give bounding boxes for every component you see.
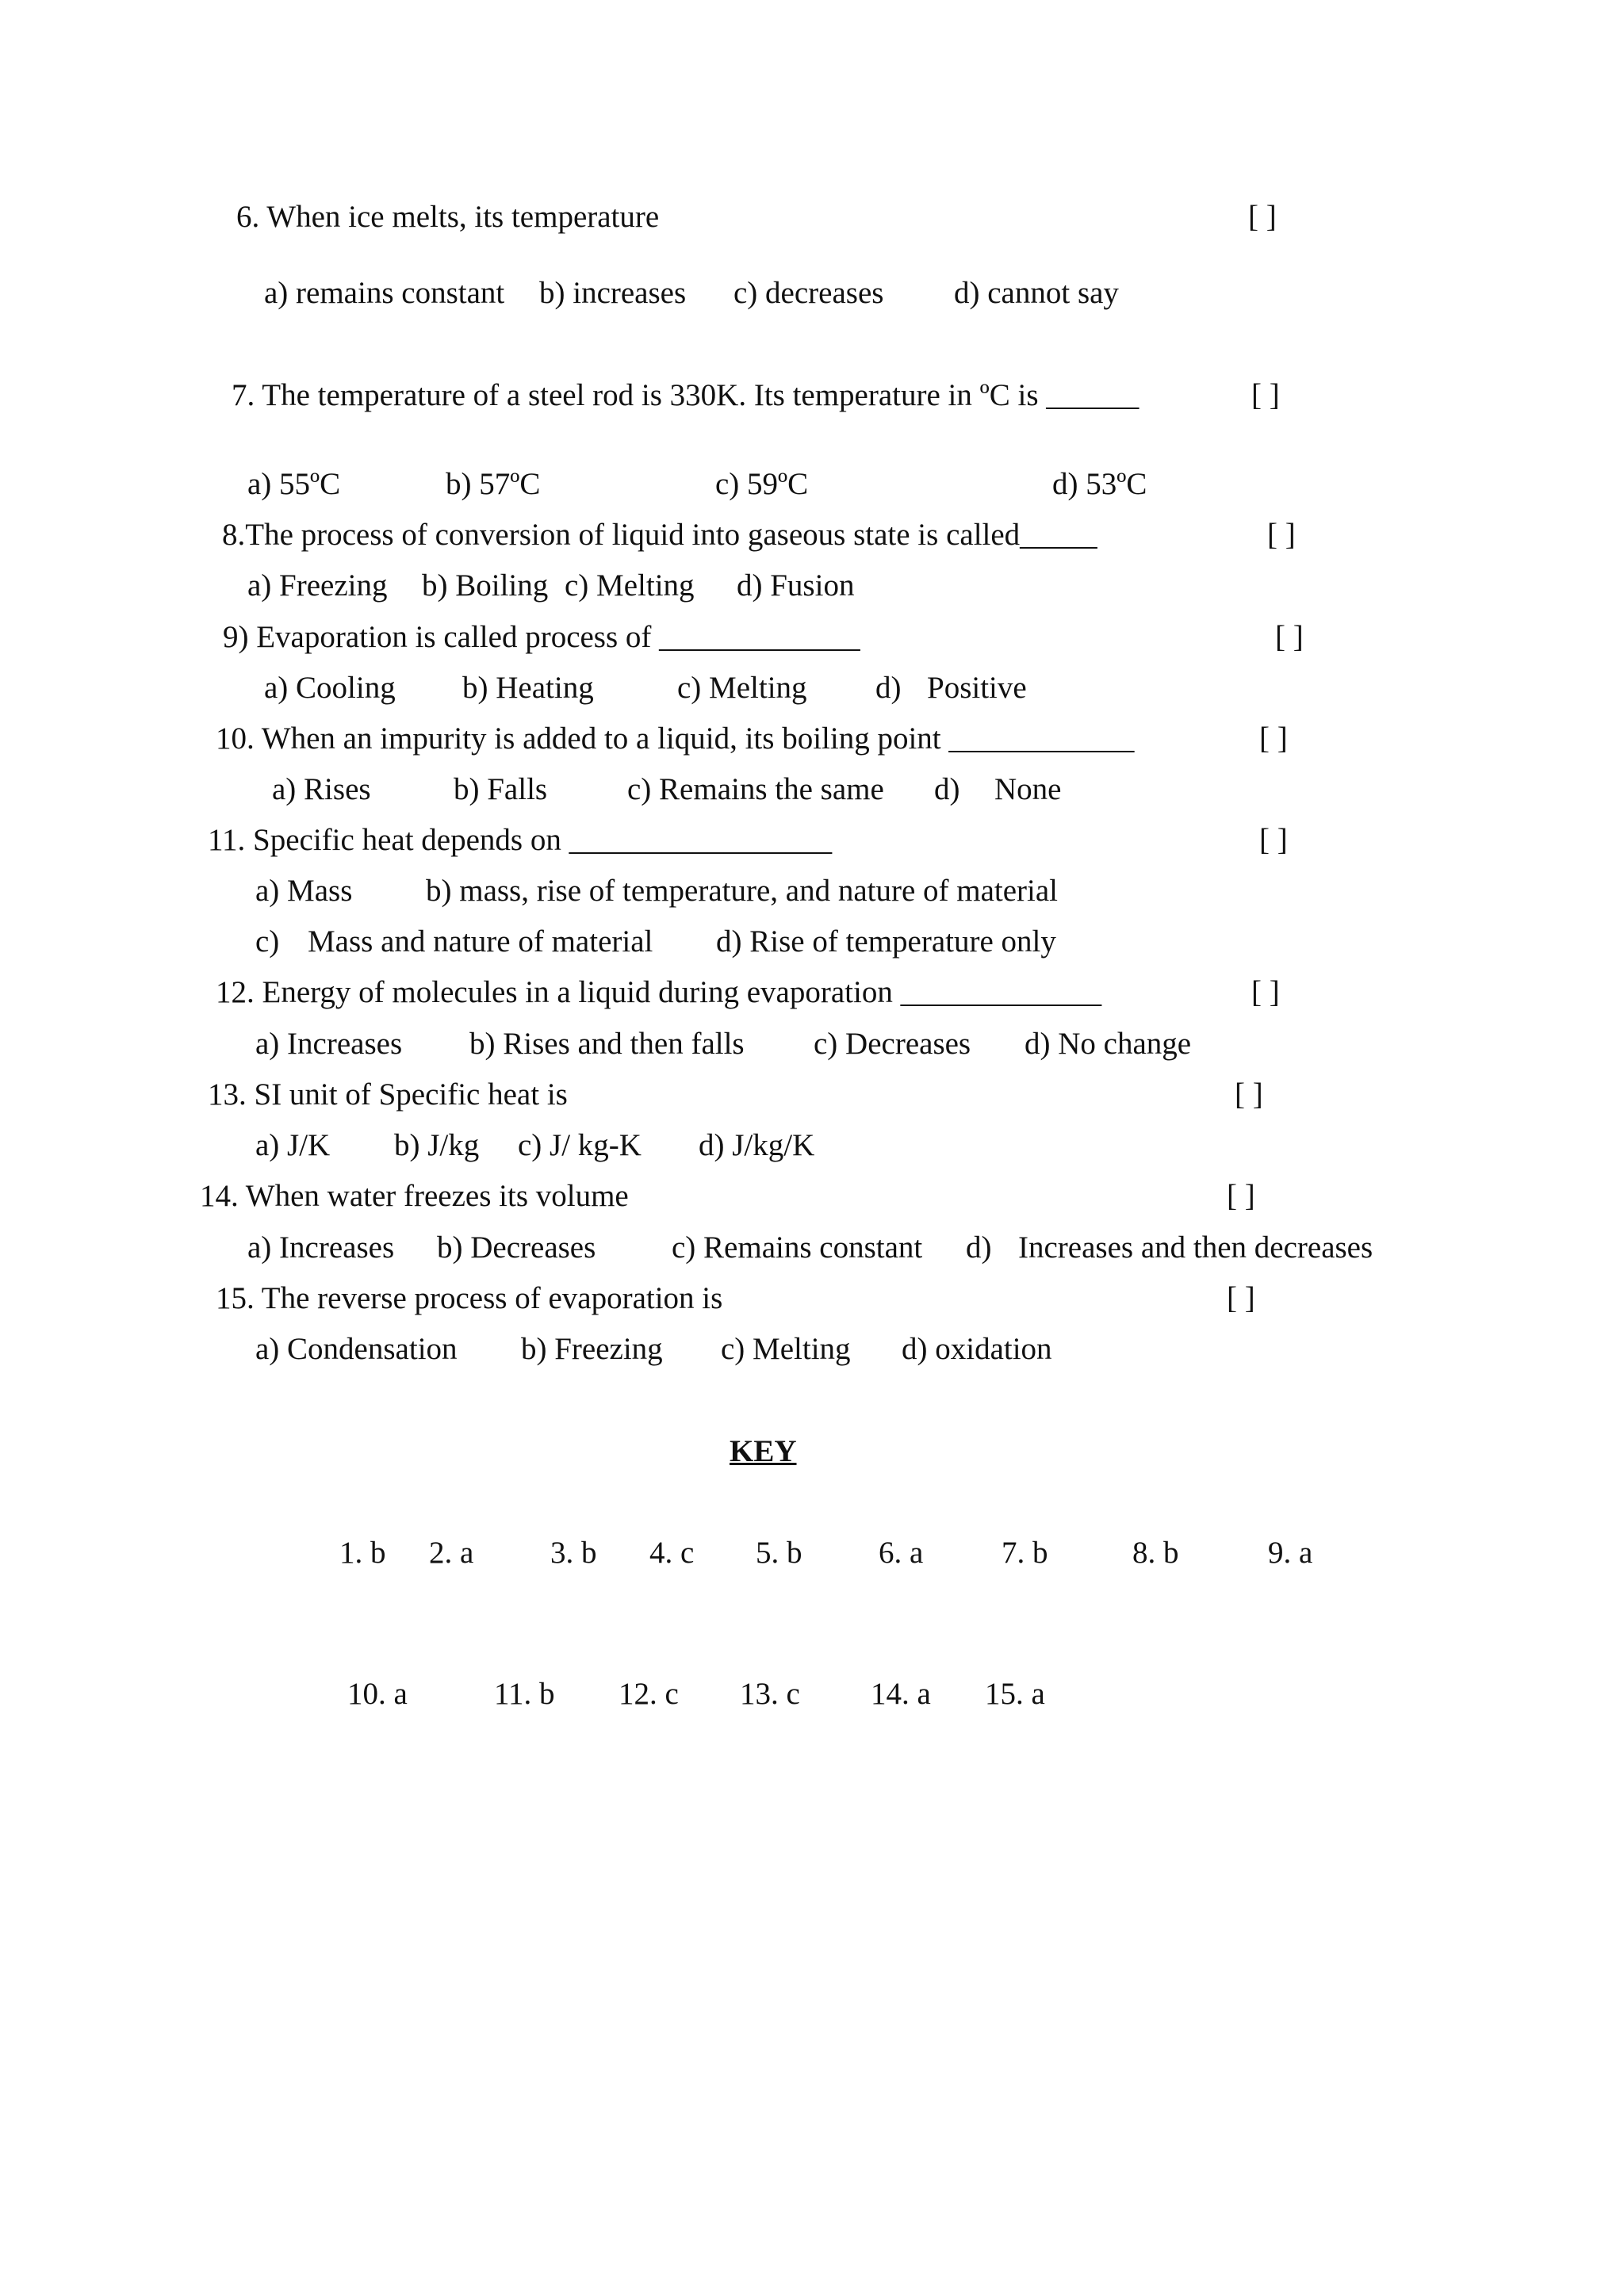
question-13-option-d: d) J/kg/K (699, 1128, 815, 1162)
question-9-option-b: b) Heating (462, 671, 594, 705)
question-9-option-a: a) Cooling (264, 671, 396, 705)
answer-key-item: 6. a (879, 1536, 924, 1570)
question-6-option-c: c) decreases (733, 276, 884, 310)
question-8-option-c: c) Melting (565, 568, 695, 603)
answer-key-item: 14. a (871, 1677, 931, 1711)
answer-key-item: 3. b (550, 1536, 597, 1570)
question-11-text: 11. Specific heat depends on _________________ (208, 823, 833, 857)
question-11-option-b: b) mass, rise of temperature, and nature of material (426, 874, 1059, 908)
question-13-option-c: c) J/ kg-K (518, 1128, 642, 1162)
question-15-option-a: a) Condensation (255, 1332, 458, 1366)
question-7-bracket[interactable]: [ ] (1251, 378, 1280, 412)
question-6-option-b: b) increases (539, 276, 687, 310)
question-15-text: 15. The reverse process of evaporation is (216, 1281, 723, 1315)
question-7-option-b: b) 57ºC (446, 467, 541, 501)
question-12-bracket[interactable]: [ ] (1251, 975, 1280, 1009)
question-7-text: 7. The temperature of a steel rod is 330K. Its temperature in ºC is ______ (232, 378, 1139, 412)
question-11-bracket[interactable]: [ ] (1259, 823, 1288, 857)
question-14-option-c: c) Remains constant (672, 1230, 923, 1265)
question-9-option-d-label: d) (875, 671, 902, 705)
answer-key-item: 4. c (649, 1536, 695, 1570)
question-13-bracket[interactable]: [ ] (1235, 1077, 1263, 1112)
question-10-text: 10. When an impurity is added to a liquid, its boiling point ____________ (216, 721, 1135, 756)
answer-key-item: 15. a (985, 1677, 1045, 1711)
answer-key-item: 12. c (619, 1677, 679, 1711)
question-6-option-d: d) cannot say (954, 276, 1119, 310)
answer-key-title: KEY (730, 1434, 797, 1468)
question-10-bracket[interactable]: [ ] (1259, 721, 1288, 756)
question-12-option-c: c) Decreases (814, 1027, 971, 1061)
question-12-text: 12. Energy of molecules in a liquid during evaporation _____________ (216, 975, 1102, 1009)
question-15-option-b: b) Freezing (521, 1332, 663, 1366)
question-10-option-a: a) Rises (272, 772, 371, 806)
question-8-option-a: a) Freezing (247, 568, 388, 603)
question-13-option-a: a) J/K (255, 1128, 331, 1162)
question-9-bracket[interactable]: [ ] (1275, 620, 1304, 654)
answer-key-item: 9. a (1268, 1536, 1313, 1570)
question-10-option-d: None (994, 772, 1062, 806)
answer-key-item: 5. b (756, 1536, 802, 1570)
question-14-option-b: b) Decreases (437, 1230, 596, 1265)
question-9-option-c: c) Melting (677, 671, 807, 705)
question-10-option-b: b) Falls (454, 772, 548, 806)
question-6-text: 6. When ice melts, its temperature (236, 200, 660, 234)
question-7-option-d: d) 53ºC (1052, 467, 1147, 501)
question-11-option-a: a) Mass (255, 874, 353, 908)
question-8-text: 8.The process of conversion of liquid into gaseous state is called_____ (222, 518, 1097, 552)
answer-key-item: 10. a (347, 1677, 408, 1711)
question-15-option-c: c) Melting (721, 1332, 851, 1366)
question-11-option-d: d) Rise of temperature only (716, 924, 1056, 959)
question-11-option-c-label: c) (255, 924, 280, 959)
answer-key-item: 1. b (339, 1536, 386, 1570)
question-7-option-c: c) 59ºC (715, 467, 809, 501)
question-14-bracket[interactable]: [ ] (1227, 1179, 1255, 1213)
question-12-option-b: b) Rises and then falls (469, 1027, 745, 1061)
question-10-option-d-label: d) (934, 772, 960, 806)
question-15-option-d: d) oxidation (902, 1332, 1052, 1366)
answer-key-item: 7. b (1002, 1536, 1048, 1570)
question-12-option-d: d) No change (1025, 1027, 1192, 1061)
question-14-text: 14. When water freezes its volume (200, 1179, 629, 1213)
answer-key-item: 13. c (740, 1677, 800, 1711)
question-15-bracket[interactable]: [ ] (1227, 1281, 1255, 1315)
question-9-text: 9) Evaporation is called process of _____________ (223, 620, 860, 654)
question-6-option-a: a) remains constant (264, 276, 505, 310)
answer-key-item: 11. b (494, 1677, 555, 1711)
question-13-option-b: b) J/kg (394, 1128, 480, 1162)
answer-key-item: 2. a (429, 1536, 474, 1570)
question-10-option-c: c) Remains the same (627, 772, 884, 806)
question-14-option-d-label: d) (966, 1230, 992, 1265)
question-6-bracket[interactable]: [ ] (1248, 200, 1277, 234)
answer-key-item: 8. b (1132, 1536, 1179, 1570)
question-8-bracket[interactable]: [ ] (1267, 518, 1296, 552)
question-13-text: 13. SI unit of Specific heat is (208, 1077, 568, 1112)
question-12-option-a: a) Increases (255, 1027, 403, 1061)
question-8-option-d: d) Fusion (737, 568, 855, 603)
question-7-option-a: a) 55ºC (247, 467, 341, 501)
question-14-option-d: Increases and then decreases (1018, 1230, 1373, 1265)
question-14-option-a: a) Increases (247, 1230, 395, 1265)
question-11-option-c: Mass and nature of material (308, 924, 653, 959)
question-8-option-b: b) Boiling (422, 568, 549, 603)
question-9-option-d: Positive (927, 671, 1027, 705)
